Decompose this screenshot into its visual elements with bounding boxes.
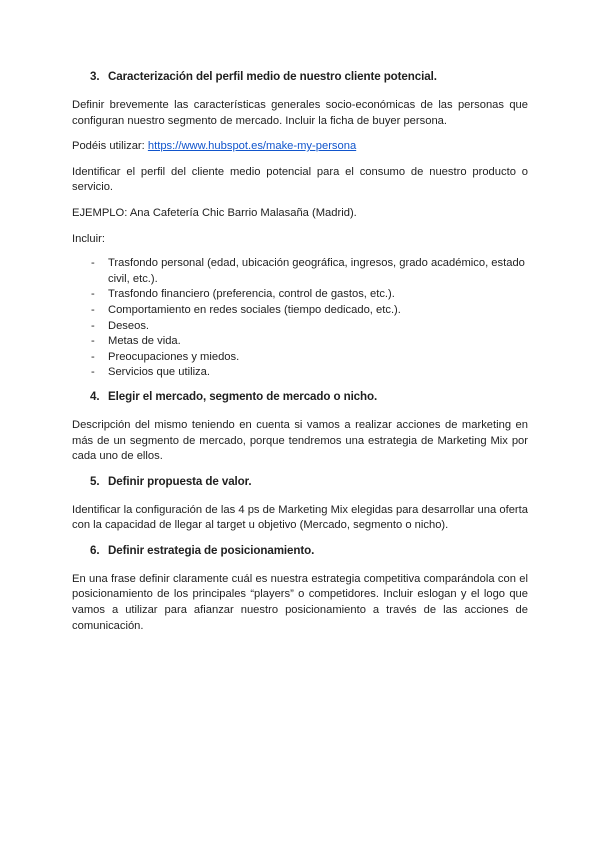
section-3-description: Definir brevemente las características generales socio-económicas de las personas que configuran nuestro segmento de mercado. Incluir la ficha de buyer persona. <box>72 99 528 127</box>
bullet-dash: - <box>91 288 95 301</box>
section-5-number: 5. <box>90 474 100 488</box>
section-6-description: En una frase definir claramente cuál es nuestra estrategia competitiva comparándola con el posicionamiento de los principales “players” o competidores. Incluir eslogan y el logo que vamos a utilizar para afianzar nuestro posicionamiento a través de las acciones de comunicación. <box>72 572 528 632</box>
bullet-dash: - <box>91 335 95 348</box>
profile-items-list <box>72 256 528 381</box>
list-item: - Preocupaciones y miedos. <box>72 350 528 366</box>
section-3-title: Caracterización del perfil medio de nuestro cliente potencial. <box>108 70 437 83</box>
section-3-example: EJEMPLO: Ana Cafetería Chic Barrio Malasaña (Madrid). <box>72 206 357 219</box>
list-item: - Trasfondo financiero (preferencia, control de gastos, etc.). <box>72 287 528 303</box>
bullet-dash: - <box>91 319 95 332</box>
document-page <box>72 70 528 644</box>
section-3-profile-text: Identificar el perfil del cliente medio potencial para el consumo de nuestro producto o servicio. <box>72 165 528 194</box>
tool-reference <box>72 139 528 155</box>
section-4-number: 4. <box>90 389 100 403</box>
section-5-description: Identificar la configuración de las 4 ps de Marketing Mix elegidas para desarrollar una oferta con la capacidad de llegar al target u objetivo (Mercado, segmento o nicho). <box>72 503 528 532</box>
section-4-description: Descripción del mismo teniendo en cuenta si vamos a realizar acciones de marketing en más de un segmento de mercado, porque tendremos una estrategia de Marketing Mix por cada uno de ellos. <box>72 418 528 463</box>
bullet-dash: - <box>91 350 95 363</box>
section-5-heading <box>90 475 528 488</box>
section-6-heading <box>90 544 528 557</box>
bullet-dash: - <box>91 366 95 379</box>
tool-reference-label: Podéis utilizar: <box>72 140 148 153</box>
section-3-number: 3. <box>90 70 100 83</box>
list-item: - Metas de vida. <box>72 334 528 350</box>
section-4-title: Elegir el mercado, segmento de mercado o nicho. <box>108 389 378 403</box>
list-item: - Comportamiento en redes sociales (tiempo dedicado, etc.). <box>72 303 528 319</box>
include-label: Incluir: <box>72 232 105 245</box>
section-3-heading <box>90 70 528 83</box>
section-4-heading <box>90 390 528 403</box>
bullet-dash: - <box>91 303 95 316</box>
section-6-title: Definir estrategia de posicionamiento. <box>108 543 315 557</box>
list-item: - Servicios que utiliza. <box>72 365 528 381</box>
list-item: - Trasfondo personal (edad, ubicación geográfica, ingresos, grado académico, estado civil, etc.). <box>91 257 525 285</box>
bullet-dash: - <box>91 257 95 270</box>
section-6-number: 6. <box>90 543 100 557</box>
list-item: - Deseos. <box>72 319 528 335</box>
hubspot-persona-link[interactable]: https://www.hubspot.es/make-my-persona <box>147 140 357 153</box>
section-5-title: Definir propuesta de valor. <box>108 474 252 488</box>
